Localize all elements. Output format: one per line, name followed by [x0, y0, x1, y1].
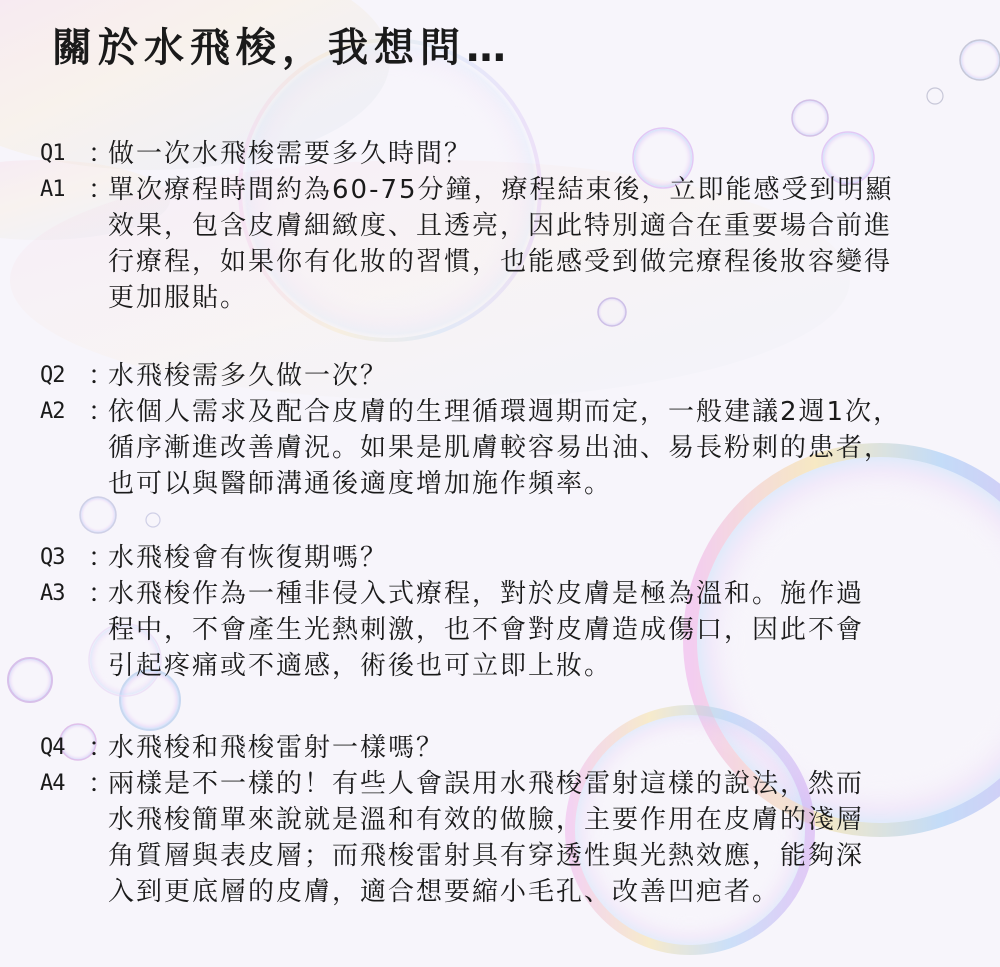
- faq-item-1: [40, 136, 990, 316]
- faq-item-3: [40, 540, 990, 684]
- colon: ：: [88, 397, 115, 427]
- answer-line: 兩樣是不一樣的！有些人會誤用水飛梭雷射這樣的說法，然而: [108, 769, 865, 799]
- answer-label: A1: [40, 177, 65, 202]
- colon: ：: [88, 175, 115, 205]
- answer-text: [108, 172, 990, 316]
- answer-line: 單次療程時間約為60-75分鐘，療程結束後，立即能感受到明顯: [108, 175, 894, 205]
- colon: ：: [88, 361, 115, 391]
- answer-line: 角質層與表皮層；而飛梭雷射具有穿透性與光熱效應，能夠深: [108, 841, 865, 871]
- answer-line: 入到更底層的皮膚，適合想要縮小毛孔、改善凹疤者。: [108, 877, 781, 907]
- colon: ：: [88, 139, 115, 169]
- faq-item-2: [40, 358, 990, 502]
- answer-label: A2: [40, 399, 65, 424]
- answer-row: [40, 172, 990, 316]
- answer-line: 引起疼痛或不適感，術後也可立即上妝。: [108, 651, 613, 681]
- question-text: 水飛梭會有恢復期嗎？: [108, 543, 389, 573]
- answer-line: 效果，包含皮膚細緻度、且透亮，因此特別適合在重要場合前進: [108, 211, 893, 241]
- question-label: Q2: [40, 363, 65, 388]
- question-row: [40, 540, 990, 576]
- answer-line: 行療程，如果你有化妝的習慣，也能感受到做完療程後妝容變得: [108, 247, 893, 277]
- answer-line: 循序漸進改善膚況。如果是肌膚較容易出油、易長粉刺的患者，: [108, 433, 893, 463]
- question-text: 水飛梭和飛梭雷射一樣嗎？: [108, 733, 445, 763]
- answer-line: 水飛梭簡單來說就是溫和有效的做臉，主要作用在皮膚的淺層: [108, 805, 865, 835]
- answer-line: 水飛梭作為一種非侵入式療程，對於皮膚是極為溫和。施作過: [108, 579, 865, 609]
- question-label: Q3: [40, 545, 65, 570]
- answer-label: A4: [40, 771, 65, 796]
- answer-row: [40, 766, 990, 910]
- question-row: [40, 136, 990, 172]
- question-label: Q4: [40, 735, 65, 760]
- answer-row: [40, 576, 990, 684]
- answer-label: A3: [40, 581, 65, 606]
- page-title: 關於水飛梭，我想問…: [52, 25, 512, 71]
- colon: ：: [88, 733, 115, 763]
- answer-line: 更加服貼。: [108, 283, 249, 313]
- answer-text: [108, 766, 990, 910]
- answer-text: [108, 576, 990, 684]
- colon: ：: [88, 543, 115, 573]
- colon: ：: [88, 769, 115, 799]
- answer-line: 程中，不會產生光熱刺激，也不會對皮膚造成傷口，因此不會: [108, 615, 865, 645]
- answer-line: 也可以與醫師溝通後適度增加施作頻率。: [108, 469, 613, 499]
- question-text: 做一次水飛梭需要多久時間？: [108, 139, 473, 169]
- question-text: 水飛梭需多久做一次？: [108, 361, 389, 391]
- question-row: [40, 730, 990, 766]
- question-row: [40, 358, 990, 394]
- answer-line: 依個人需求及配合皮膚的生理循環週期而定，一般建議2週1次，: [108, 397, 902, 427]
- colon: ：: [88, 579, 115, 609]
- faq-item-4: [40, 730, 990, 910]
- answer-text: [108, 394, 990, 502]
- answer-row: [40, 394, 990, 502]
- question-label: Q1: [40, 141, 65, 166]
